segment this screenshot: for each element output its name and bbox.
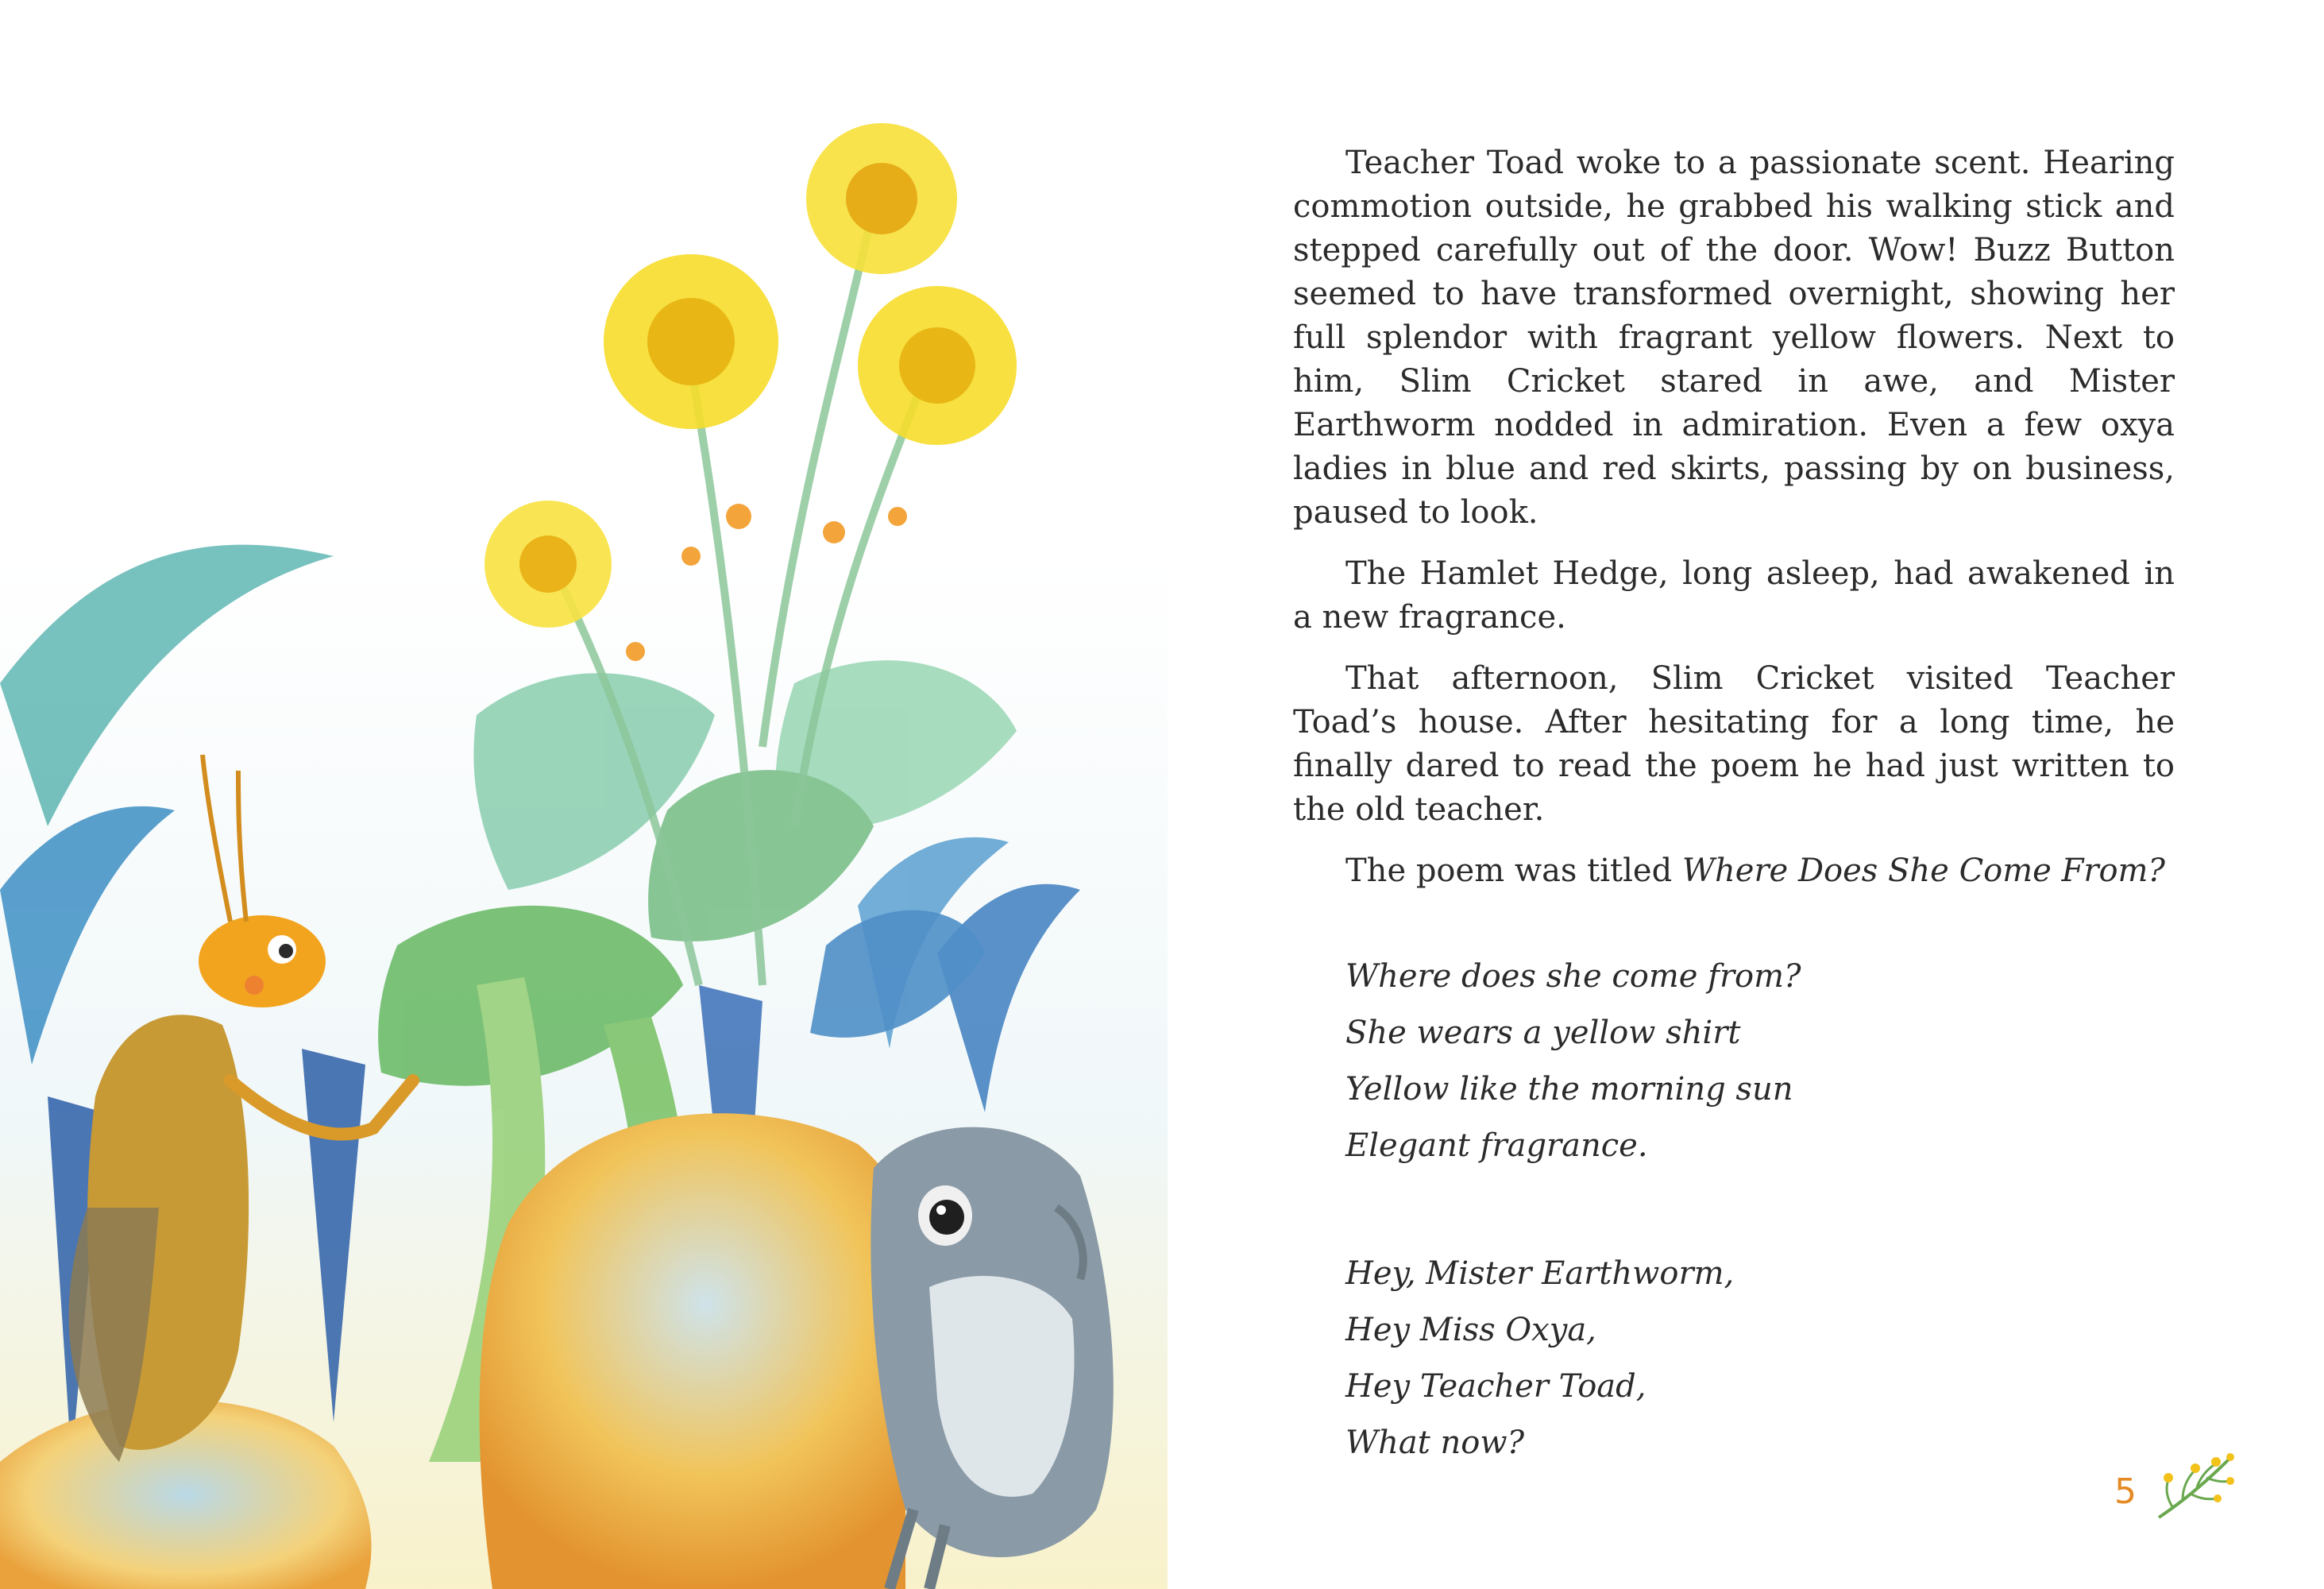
yellow-sprig-icon [2151,1446,2238,1525]
poem [1345,949,2175,1471]
story-illustration [0,111,1168,1589]
poem-line: Yellow like the morning sun [1345,1071,1793,1108]
poem-title: Where Does She Come From? [1681,852,2165,889]
story-paragraph: That afternoon, Slim Cricket visited Teacher Toad’s house. After hesitating for a long time, he finally dared to read the poem he had just written to the old teacher. [1293,660,2175,828]
poem-line: Hey Miss Oxya, [1345,1312,1596,1348]
story-paragraph: The Hamlet Hedge, long asleep, had awakened in a new fragrance. [1293,555,2175,636]
story-text-column [1293,141,2175,1543]
story-paragraph: Teacher Toad woke to a passionate scent. Hearing commotion outside, he grabbed his walking stick and stepped carefully out of the door. Wow! Buzz Button seemed to have transformed overnight, showing her full splendor with fragrant yellow flowers. Next to him, Slim Cricket stared in awe, and Mister Earthworm nodded in admiration. Even a few oxya ladies in blue and red skirts, passing by on business, paused to look. [1293,145,2175,531]
poem-stanza-1 [1345,949,2175,1174]
poem-intro-text: The poem was titled [1345,852,1682,889]
poem-line: Hey, Mister Earthworm, [1345,1255,1735,1292]
poem-intro-paragraph [1293,849,2175,893]
poem-line: She wears a yellow shirt [1345,1015,1741,1051]
page-number: 5 [2114,1471,2137,1512]
watercolor-garden-scene [0,111,1168,1589]
teacher-toad-character [871,1127,1113,1589]
poem-line: Hey Teacher Toad, [1345,1368,1646,1405]
poem-stanza-2 [1345,1246,2175,1471]
poem-line: Elegant fragrance. [1345,1127,1648,1164]
poem-line: Where does she come from? [1345,958,1801,995]
poem-line: What now? [1345,1425,1525,1461]
